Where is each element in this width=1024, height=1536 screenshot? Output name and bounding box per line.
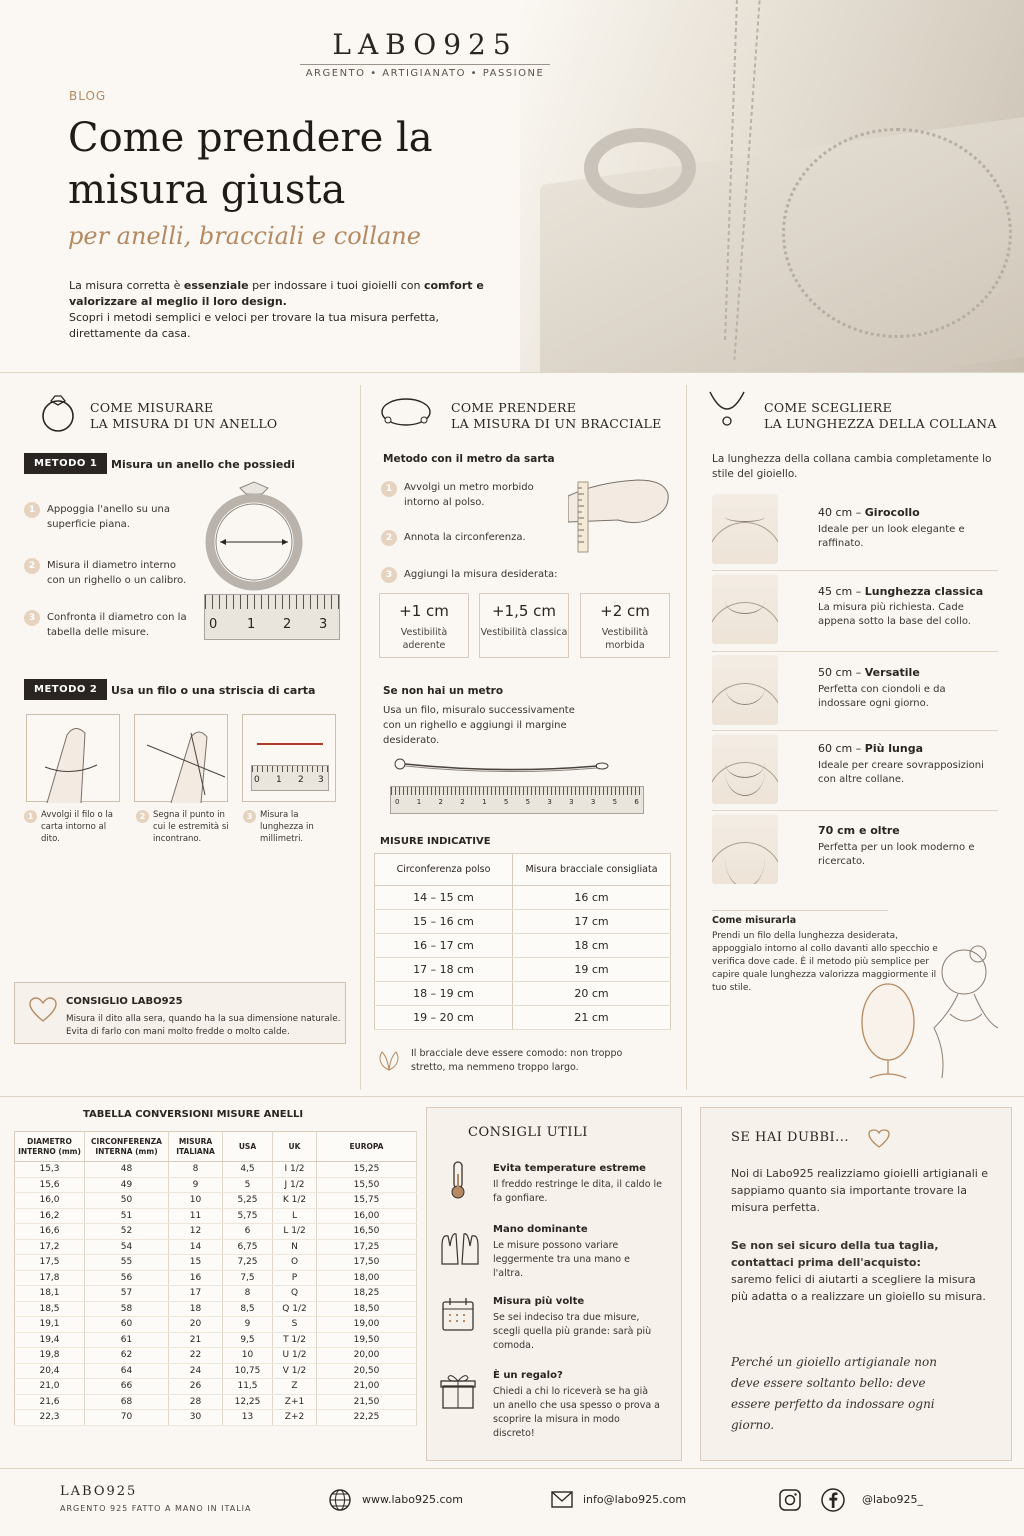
- no-tape-title: Se non hai un metro: [383, 685, 504, 697]
- table-cell: 5,75: [223, 1208, 273, 1224]
- table-cell: 18,00: [317, 1270, 417, 1286]
- necklace-thumb: [712, 655, 778, 725]
- ruler: [204, 594, 340, 640]
- table-row: [15, 1394, 417, 1410]
- table-cell: 20,50: [317, 1363, 417, 1379]
- conversion-table-title: TABELLA CONVERSIONI MISURE ANELLI: [83, 1109, 304, 1120]
- table-cell: 21,50: [317, 1394, 417, 1410]
- table-row: [15, 1286, 417, 1302]
- table-cell: 17,25: [317, 1239, 417, 1255]
- necklace-length-desc: Perfetta per un look moderno e ricercato.: [818, 842, 975, 867]
- table-cell: 22,25: [317, 1410, 417, 1426]
- step-text: Misura il diametro interno con un righello o un calibro.: [47, 560, 187, 586]
- table-cell: 16,50: [317, 1224, 417, 1240]
- table-row: [15, 1224, 417, 1240]
- table-row: [15, 1301, 417, 1317]
- no-tape-text: Usa un filo, misuralo successivamente con un righello e aggiungi il margine desiderato.: [383, 705, 575, 746]
- table-cell: 6: [223, 1224, 273, 1240]
- table-cell: 19,4: [15, 1332, 85, 1348]
- ruler-tick: 1: [482, 798, 487, 806]
- ruler-tick: 2: [298, 775, 304, 785]
- necklace-thumb: [712, 814, 778, 884]
- tip-text: Chiedi a chi lo riceverà se ha già un anello che usa spesso o prova a scoprire la misura in modo discreto!: [493, 1386, 660, 1439]
- globe-icon[interactable]: [328, 1488, 352, 1512]
- table-row: [15, 1348, 417, 1364]
- table-cell: 19,50: [317, 1332, 417, 1348]
- table-cell: 57: [85, 1286, 169, 1302]
- necklace-length-desc: La misura più richiesta. Cade appena sotto la base del collo.: [818, 602, 971, 627]
- table-cell: 55: [85, 1255, 169, 1271]
- table-cell: N: [273, 1239, 317, 1255]
- step-text: Aggiungi la misura desiderata:: [404, 569, 558, 580]
- table-cell: U 1/2: [273, 1348, 317, 1364]
- table-cell: 15,75: [317, 1193, 417, 1209]
- tip-text: Se sei indeciso tra due misure, scegli quella più grande: sarà più comoda.: [493, 1312, 652, 1351]
- table-cell: 68: [85, 1394, 169, 1410]
- table-cell: 21: [169, 1332, 223, 1348]
- calendar-icon: [440, 1296, 476, 1336]
- ruler-tick: 5: [525, 798, 531, 806]
- table-cell: 28: [169, 1394, 223, 1410]
- necklace-length-title: 70 cm e oltre: [818, 824, 900, 837]
- table-cell: 49: [85, 1177, 169, 1193]
- bracelet-method-label: Metodo con il metro da sarta: [383, 453, 555, 465]
- ruler-tick: 6: [634, 798, 639, 806]
- divider: [712, 570, 998, 571]
- table-cell: 19 cm: [513, 958, 671, 982]
- wrist-size-table: [374, 853, 671, 1030]
- brand-logo[interactable]: LABO925: [332, 28, 518, 61]
- table-cell: 21 cm: [513, 1006, 671, 1030]
- table-cell: 66: [85, 1379, 169, 1395]
- table-cell: 16,6: [15, 1224, 85, 1240]
- ruler-tick: 0: [395, 798, 400, 806]
- table-cell: 14 – 15 cm: [375, 886, 513, 910]
- table-cell: 16 – 17 cm: [375, 934, 513, 958]
- mail-icon[interactable]: [551, 1490, 575, 1510]
- table-cell: 62: [85, 1348, 169, 1364]
- ring-conversion-table: [14, 1131, 417, 1426]
- table-cell: 5: [223, 1177, 273, 1193]
- table-row: [15, 1162, 417, 1178]
- table-cell: 17: [169, 1286, 223, 1302]
- divider: [712, 810, 998, 811]
- necklace-length-desc: Ideale per un look elegante e raffinato.: [818, 524, 965, 549]
- step-text: Appoggia l'anello su una superficie piana.: [47, 504, 170, 530]
- table-cell: 11: [169, 1208, 223, 1224]
- table-cell: 9: [223, 1317, 273, 1333]
- table-cell: 16,0: [15, 1193, 85, 1209]
- table-row: [15, 1193, 417, 1209]
- ruler-tick: 3: [569, 798, 574, 806]
- step-number: 1: [24, 502, 40, 518]
- table-row: [15, 1379, 417, 1395]
- table-cell: S: [273, 1317, 317, 1333]
- table-cell: 10,75: [223, 1363, 273, 1379]
- table-row: [375, 982, 671, 1006]
- fit-option-loose: [580, 593, 670, 658]
- ruler-tick: 1: [416, 798, 422, 806]
- table-cell: 64: [85, 1363, 169, 1379]
- doubts-title: SE HAI DUBBI...: [731, 1130, 850, 1145]
- doubts-quote: Perché un gioiello artigianale non deve essere soltanto bello: deve essere perfetto da indossare ogni giorno.: [731, 1355, 937, 1432]
- step-text: Misura la lunghezza in millimetri.: [260, 810, 314, 844]
- footer-brand[interactable]: LABO925: [60, 1484, 138, 1499]
- table-cell: 17 cm: [513, 910, 671, 934]
- table-cell: 50: [85, 1193, 169, 1209]
- table-cell: 15,6: [15, 1177, 85, 1193]
- method2-label: Usa un filo o una striscia di carta: [111, 684, 316, 697]
- table-cell: 19 – 20 cm: [375, 1006, 513, 1030]
- table-cell: 15,25: [317, 1162, 417, 1178]
- table-cell: 17,5: [15, 1255, 85, 1271]
- category-label: BLOG: [69, 89, 107, 103]
- tip-title: Evita temperature estreme: [493, 1163, 646, 1174]
- divider: [712, 730, 998, 731]
- ring-icon: [40, 392, 76, 434]
- table-cell: 54: [85, 1239, 169, 1255]
- table-row: [375, 1006, 671, 1030]
- table-cell: Q 1/2: [273, 1301, 317, 1317]
- table-cell: 18 – 19 cm: [375, 982, 513, 1006]
- table-cell: 18,5: [15, 1301, 85, 1317]
- table-cell: 21,6: [15, 1394, 85, 1410]
- table-cell: 15,3: [15, 1162, 85, 1178]
- table-row: [15, 1363, 417, 1379]
- table-cell: 20: [169, 1317, 223, 1333]
- tip-text: Il freddo restringe le dita, il caldo le fa gonfiare.: [493, 1179, 663, 1204]
- table-cell: 26: [169, 1379, 223, 1395]
- table-cell: 15,50: [317, 1177, 417, 1193]
- footer-subline: ARGENTO 925 FATTO A MANO IN ITALIA: [60, 1504, 252, 1513]
- table-cell: 5,25: [223, 1193, 273, 1209]
- ruler-tick: 3: [590, 798, 596, 806]
- table-cell: 8: [223, 1286, 273, 1302]
- table-cell: I 1/2: [273, 1162, 317, 1178]
- method2-badge: METODO 2: [24, 679, 107, 700]
- table-header: Misura bracciale consigliata: [513, 854, 671, 886]
- table-cell: 24: [169, 1363, 223, 1379]
- thread-illustration: [392, 756, 622, 776]
- table-cell: 30: [169, 1410, 223, 1426]
- table-cell: 13: [223, 1410, 273, 1426]
- table-cell: 17,2: [15, 1239, 85, 1255]
- divider: [0, 372, 1024, 373]
- tips-title: CONSIGLI UTILI: [468, 1125, 588, 1140]
- table-cell: O: [273, 1255, 317, 1271]
- tip-text: Misura il dito alla sera, quando ha la sua dimensione naturale. Evita di farlo con mani molto fredde o molto calde.: [66, 1014, 341, 1037]
- ring-photo: [584, 128, 696, 208]
- necklace-length-desc: Perfetta con ciondoli e da indossare ogni giorno.: [818, 684, 946, 709]
- table-row: [15, 1239, 417, 1255]
- table-cell: 17,8: [15, 1270, 85, 1286]
- table-cell: 19,8: [15, 1348, 85, 1364]
- table-header-row: [15, 1132, 417, 1162]
- table-cell: 15 – 16 cm: [375, 910, 513, 934]
- footer-email-link[interactable]: info@labo925.com: [583, 1493, 687, 1506]
- table-cell: Z+1: [273, 1394, 317, 1410]
- table-row: [15, 1255, 417, 1271]
- necklace-thumb: [712, 574, 778, 644]
- ruler: [390, 786, 644, 814]
- table-cell: 19,00: [317, 1317, 417, 1333]
- wrist-table-title: MISURE INDICATIVE: [380, 836, 491, 847]
- table-cell: 9: [169, 1177, 223, 1193]
- footer-website-link[interactable]: www.labo925.com: [362, 1493, 463, 1506]
- table-cell: 21,0: [15, 1379, 85, 1395]
- divider: [0, 1096, 1024, 1097]
- table-cell: 7,5: [223, 1270, 273, 1286]
- table-row: [15, 1270, 417, 1286]
- necklace-length-title: 60 cm – Più lunga: [818, 742, 923, 755]
- tip-box: [14, 982, 346, 1044]
- table-cell: 14: [169, 1239, 223, 1255]
- table-cell: Z+2: [273, 1410, 317, 1426]
- table-cell: 10: [169, 1193, 223, 1209]
- table-header: EUROPA: [317, 1132, 417, 1162]
- fit-value: +2 cm: [600, 602, 650, 620]
- table-cell: 16,2: [15, 1208, 85, 1224]
- table-cell: 16,00: [317, 1208, 417, 1224]
- table-header: USA: [223, 1132, 273, 1162]
- how-to-text: Prendi un filo della lunghezza desiderata, appoggialo intorno al collo davanti allo specchio e verifica dove cade. È il metodo più semplice per capire quale lunghezza valorizza maggiormente il tuo stile.: [712, 931, 938, 993]
- table-cell: 18,50: [317, 1301, 417, 1317]
- table-cell: 4,5: [223, 1162, 273, 1178]
- hero-section: [0, 0, 1024, 372]
- ruler-tick: 1: [247, 617, 256, 632]
- fit-value: +1,5 cm: [491, 602, 557, 620]
- ruler-tick: 3: [319, 617, 328, 632]
- fit-label: Vestibilità morbida: [601, 627, 649, 651]
- table-row: [15, 1317, 417, 1333]
- table-cell: 7,25: [223, 1255, 273, 1271]
- necklace-intro: La lunghezza della collana cambia completamente lo stile del gioiello.: [712, 453, 992, 480]
- woman-mirror-illustration: [850, 932, 1000, 1082]
- bracelet-section-title: COME PRENDERE LA MISURA DI UN BRACCIALE: [451, 400, 662, 431]
- fit-label: Vestibilità aderente: [400, 627, 448, 651]
- leaf-icon: [376, 1048, 402, 1072]
- method1-label: Misura un anello che possiedi: [111, 458, 295, 471]
- table-cell: 61: [85, 1332, 169, 1348]
- gift-icon: [440, 1372, 476, 1412]
- table-cell: 58: [85, 1301, 169, 1317]
- doubts-paragraph-bold: Se non sei sicuro della tua taglia, contattaci prima dell'acquisto:: [731, 1239, 939, 1269]
- tip-title: Mano dominante: [493, 1224, 588, 1235]
- table-cell: 18: [169, 1301, 223, 1317]
- ring-section-title: COME MISURARE LA MISURA DI UN ANELLO: [90, 400, 278, 431]
- table-row: [15, 1177, 417, 1193]
- table-cell: 60: [85, 1317, 169, 1333]
- ruler-tick: 2: [283, 617, 292, 632]
- method1-badge: METODO 1: [24, 453, 107, 474]
- fit-value: +1 cm: [399, 602, 449, 620]
- fit-option-tight: [379, 593, 469, 658]
- tip-title: Misura più volte: [493, 1296, 585, 1307]
- table-cell: 12,25: [223, 1394, 273, 1410]
- divider: [360, 385, 361, 1090]
- table-cell: 19,1: [15, 1317, 85, 1333]
- doubts-paragraph: Noi di Labo925 realizziamo gioielli artigianali e sappiamo quanto sia importante trovare la misura perfetta.: [731, 1167, 989, 1214]
- finger-mark-illustration: [134, 714, 228, 802]
- table-cell: 21,00: [317, 1379, 417, 1395]
- table-cell: Q: [273, 1286, 317, 1302]
- table-cell: 22,3: [15, 1410, 85, 1426]
- step-number: 3: [381, 567, 397, 583]
- table-row: [15, 1208, 417, 1224]
- table-header: Circonferenza polso: [375, 854, 513, 886]
- intro-text: La misura corretta è essenziale per indossare i tuoi gioielli con comfort e valorizzare al meglio il loro design. Scopri i metodi semplici e veloci per trovare la tua misura perfetta, direttamente da casa.: [69, 279, 484, 340]
- necklace-length-title: 50 cm – Versatile: [818, 666, 920, 679]
- table-cell: P: [273, 1270, 317, 1286]
- necklace-icon: [706, 390, 748, 436]
- divider: [712, 651, 998, 652]
- table-header: CIRCONFERENZA INTERNA (mm): [85, 1132, 169, 1162]
- necklace-thumb: [712, 734, 778, 804]
- ruler-tick: 5: [503, 798, 509, 806]
- necklace-thumb: [712, 494, 778, 564]
- table-cell: V 1/2: [273, 1363, 317, 1379]
- step-number: 2: [24, 558, 40, 574]
- table-cell: 20,00: [317, 1348, 417, 1364]
- thread-ruler-illustration: [242, 714, 336, 802]
- table-cell: T 1/2: [273, 1332, 317, 1348]
- table-cell: Z: [273, 1379, 317, 1395]
- table-row: [15, 1332, 417, 1348]
- table-cell: 52: [85, 1224, 169, 1240]
- wrist-tape-illustration: [568, 470, 672, 554]
- table-cell: L: [273, 1208, 317, 1224]
- table-cell: 11,5: [223, 1379, 273, 1395]
- table-cell: J 1/2: [273, 1177, 317, 1193]
- table-cell: 22: [169, 1348, 223, 1364]
- step-text: Avvolgi un metro morbido intorno al polso.: [404, 482, 534, 508]
- table-cell: 8: [169, 1162, 223, 1178]
- table-cell: 15: [169, 1255, 223, 1271]
- ruler-tick: 2: [460, 798, 465, 806]
- table-cell: 51: [85, 1208, 169, 1224]
- table-cell: 9,5: [223, 1332, 273, 1348]
- table-cell: 8,5: [223, 1301, 273, 1317]
- table-cell: 12: [169, 1224, 223, 1240]
- tip-title: CONSIGLIO LABO925: [66, 996, 183, 1007]
- step-number: 1: [381, 481, 397, 497]
- fit-option-classic: [479, 593, 569, 658]
- heart-icon: [868, 1129, 890, 1149]
- table-header: DIAMETRO INTERNO (mm): [15, 1132, 85, 1162]
- table-cell: 20 cm: [513, 982, 671, 1006]
- how-to-title: Come misurarla: [712, 915, 797, 926]
- table-cell: 70: [85, 1410, 169, 1426]
- table-cell: 20,4: [15, 1363, 85, 1379]
- bracelet-note: Il bracciale deve essere comodo: non troppo stretto, ma nemmeno troppo largo.: [411, 1048, 623, 1073]
- table-row: [375, 958, 671, 982]
- step-number: 1: [24, 810, 37, 823]
- necklace-length-desc: Ideale per creare sovrapposizioni con altre collane.: [818, 760, 984, 785]
- tip-text: Le misure possono variare leggermente tra una mano e l'altra.: [493, 1240, 630, 1279]
- gloves-icon: [438, 1228, 484, 1268]
- fit-label: Vestibilità classica: [480, 627, 568, 638]
- tip-title: È un regalo?: [493, 1370, 563, 1381]
- table-cell: 6,75: [223, 1239, 273, 1255]
- step-number: 2: [381, 530, 397, 546]
- ruler-tick: 1: [276, 775, 282, 785]
- doubts-paragraph: saremo felici di aiutarti a scegliere la misura più adatta o a realizzare un gioiello su misura.: [731, 1273, 986, 1303]
- necklace-length-title: 40 cm – Girocollo: [818, 506, 920, 519]
- step-text: Avvolgi il filo o la carta intorno al dito.: [41, 810, 113, 844]
- table-header: UK: [273, 1132, 317, 1162]
- divider: [686, 385, 687, 1090]
- table-cell: 10: [223, 1348, 273, 1364]
- table-cell: 16 cm: [513, 886, 671, 910]
- step-text: Annota la circonferenza.: [404, 532, 526, 543]
- table-row: [375, 886, 671, 910]
- ring-diameter-illustration: [204, 480, 304, 594]
- divider: [712, 910, 888, 911]
- step-text: Segna il punto in cui le estremità si incontrano.: [153, 810, 229, 844]
- brand-tagline: ARGENTO • ARTIGIANATO • PASSIONE: [300, 64, 550, 79]
- step-number: 3: [243, 810, 256, 823]
- table-cell: 18 cm: [513, 934, 671, 958]
- page-subtitle: per anelli, bracciali e collane: [68, 222, 421, 250]
- table-cell: 17,50: [317, 1255, 417, 1271]
- table-row: [375, 934, 671, 958]
- instagram-icon[interactable]: [778, 1488, 802, 1512]
- table-header: MISURA ITALIANA: [169, 1132, 223, 1162]
- footer-social-handle[interactable]: @labo925_: [862, 1493, 924, 1506]
- ruler-tick: 2: [438, 798, 443, 806]
- table-cell: 18,1: [15, 1286, 85, 1302]
- facebook-icon[interactable]: [821, 1488, 845, 1512]
- table-row: [15, 1410, 417, 1426]
- table-cell: 48: [85, 1162, 169, 1178]
- necklace-section-title: COME SCEGLIERE LA LUNGHEZZA DELLA COLLANA: [764, 400, 997, 431]
- ruler-tick: 3: [547, 798, 552, 806]
- ruler-tick: 0: [209, 617, 218, 632]
- table-row: [375, 910, 671, 934]
- bracelet-icon: [380, 396, 432, 430]
- ruler-tick: 5: [612, 798, 618, 806]
- necklace-length-title: 45 cm – Lunghezza classica: [818, 585, 984, 598]
- step-number: 2: [136, 810, 149, 823]
- ruler-tick: 3: [318, 775, 324, 785]
- ruler-tick: 0: [254, 775, 260, 785]
- table-cell: 56: [85, 1270, 169, 1286]
- table-cell: 17 – 18 cm: [375, 958, 513, 982]
- table-header-row: [375, 854, 671, 886]
- hero-photo: [520, 0, 1024, 372]
- step-number: 3: [24, 610, 40, 626]
- finger-wrap-illustration: [26, 714, 120, 802]
- table-cell: K 1/2: [273, 1193, 317, 1209]
- table-cell: 16: [169, 1270, 223, 1286]
- heart-icon: [29, 997, 57, 1023]
- table-cell: 18,25: [317, 1286, 417, 1302]
- step-text: Confronta il diametro con la tabella delle misure.: [47, 612, 187, 638]
- bracelet-photo: [782, 128, 1012, 338]
- table-cell: L 1/2: [273, 1224, 317, 1240]
- page-title: Come prendere la misura giusta: [68, 115, 433, 213]
- thermometer-icon: [440, 1160, 476, 1200]
